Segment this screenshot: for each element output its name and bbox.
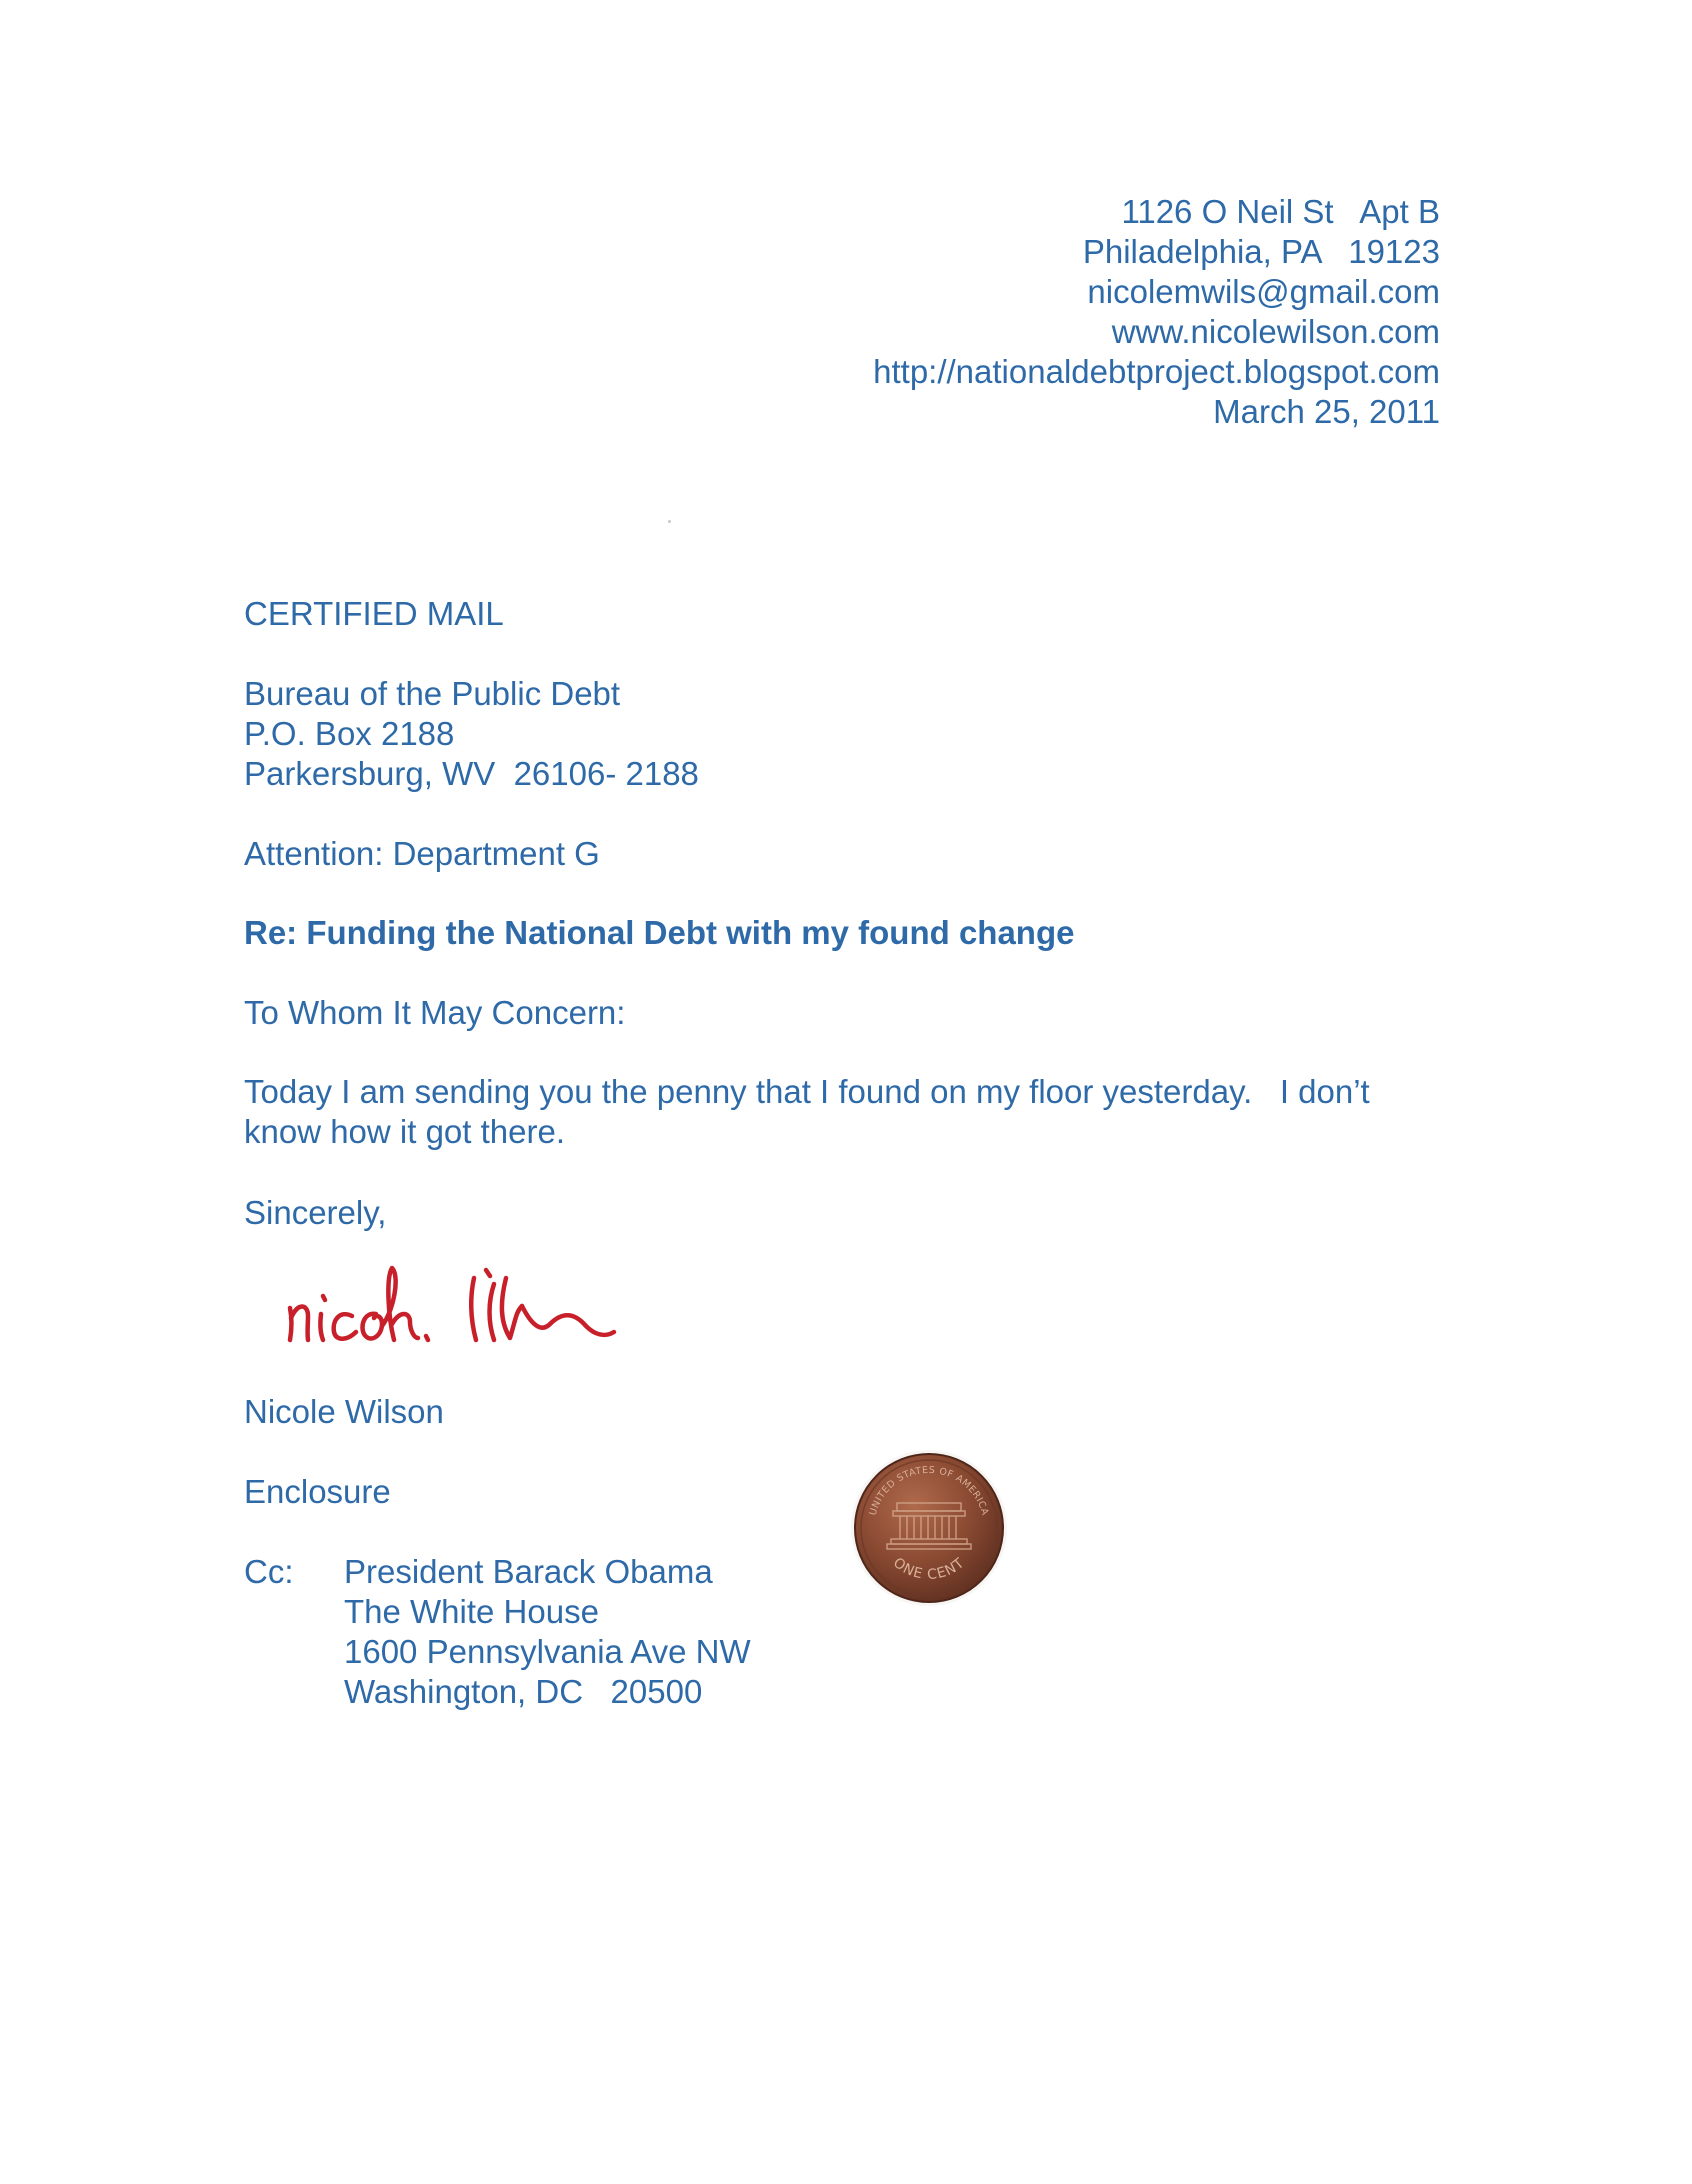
- mail-type: CERTIFIED MAIL: [244, 595, 504, 632]
- salutation: To Whom It May Concern:: [244, 994, 626, 1031]
- attention-line: Attention: Department G: [244, 835, 600, 872]
- cc-street: 1600 Pennsylvania Ave NW: [344, 1633, 751, 1670]
- scan-speck: [668, 520, 671, 523]
- penny-coin: [848, 1447, 1010, 1609]
- handwritten-signature: [278, 1256, 638, 1366]
- cc-org: The White House: [344, 1593, 599, 1630]
- recipient-name: Bureau of the Public Debt: [244, 675, 621, 712]
- cc-name: President Barack Obama: [344, 1553, 713, 1590]
- sender-blog: http://nationaldebtproject.blogspot.com: [873, 353, 1440, 390]
- sender-email: nicolemwils@gmail.com: [1087, 273, 1440, 310]
- body-line-1: Today I am sending you the penny that I found on my floor yesterday. I don’t: [244, 1073, 1370, 1110]
- cc-city: Washington, DC 20500: [344, 1673, 703, 1710]
- signer-name: Nicole Wilson: [244, 1393, 444, 1430]
- cc-label: Cc:: [244, 1553, 294, 1590]
- penny-bottom-text: ONE CENT: [889, 1554, 969, 1584]
- subject-line: Re: Funding the National Debt with my found change: [244, 914, 1075, 951]
- letter-date: March 25, 2011: [1213, 393, 1440, 430]
- closing: Sincerely,: [244, 1194, 387, 1231]
- sender-street: 1126 O Neil St Apt B: [1121, 193, 1440, 230]
- sender-website: www.nicolewilson.com: [1111, 313, 1440, 350]
- penny-top-text: UNITED STATES OF AMERICA: [867, 1464, 991, 1517]
- recipient-city: Parkersburg, WV 26106- 2188: [244, 755, 699, 792]
- enclosure-note: Enclosure: [244, 1473, 391, 1510]
- sender-city: Philadelphia, PA 19123: [1082, 233, 1440, 270]
- recipient-po-box: P.O. Box 2188: [244, 715, 455, 752]
- body-line-2: know how it got there.: [244, 1113, 566, 1150]
